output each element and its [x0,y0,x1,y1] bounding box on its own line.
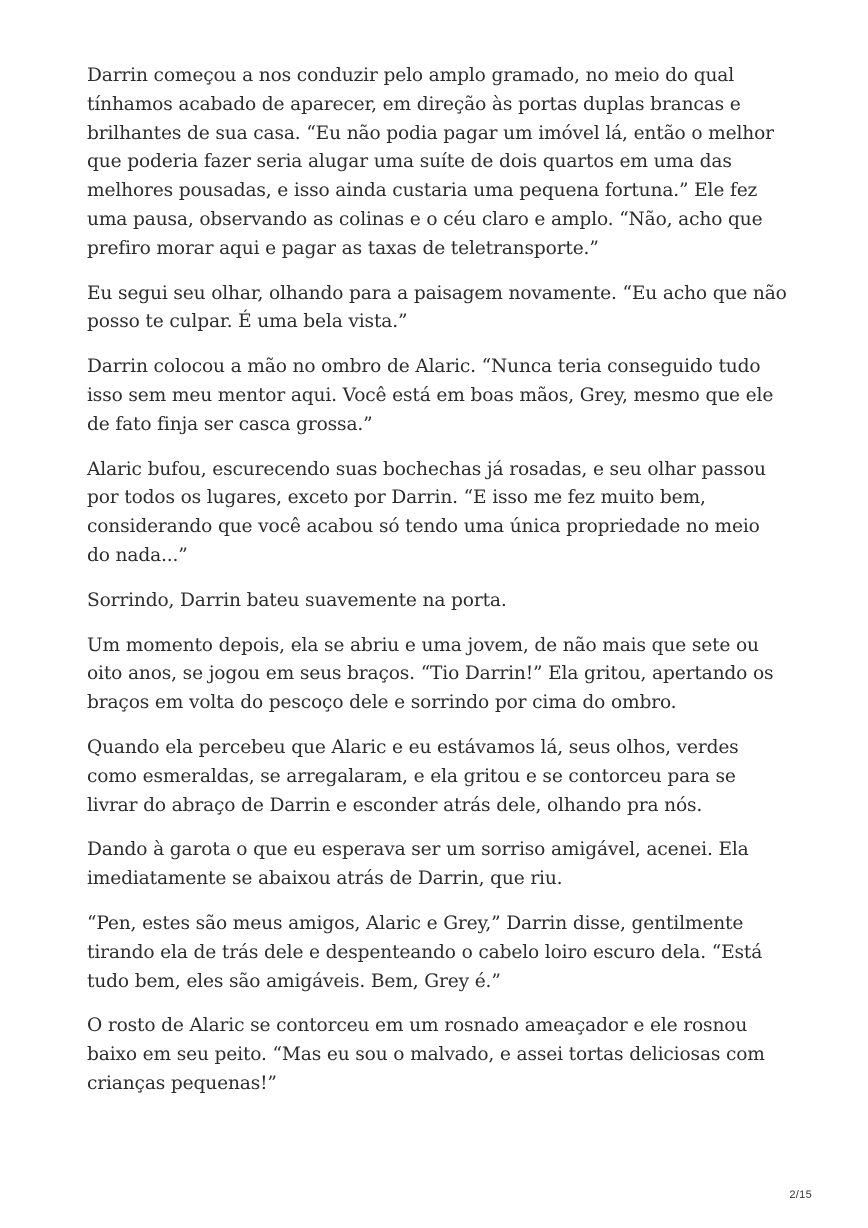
paragraph: Dando à garota o que eu esperava ser um sorriso amigável, acenei. Ela imediatamente se abaixou atrás de Darrin, que riu. [87,839,749,890]
paragraph: Eu segui seu olhar, olhando para a paisagem novamente. “Eu acho que não posso te culpar. É uma bela vista.” [87,282,787,333]
paragraph: Um momento depois, ela se abriu e uma jovem, de não mais que sete ou oito anos, se jogou em seus braços. “Tio Darrin!” Ela gritou, apertando os braços em volta do pescoço dele e sorrindo por cima do ombro. [87,634,774,714]
page-number: 2/15 [789,1189,812,1201]
paragraph: Darrin começou a nos conduzir pelo amplo gramado, no meio do qual tínhamos acabado de aparecer, em direção às portas duplas brancas e brilhantes de sua casa. “Eu não podia pagar um imóvel lá, então o melhor que poderia fazer seria alugar uma suíte de dois quartos em uma das melhores pousadas, e isso ainda custaria uma pequena fortuna.” Ele fez uma pausa, observando as colinas e o céu claro e amplo. “Não, acho que prefiro morar aqui e pagar as taxas de teletransporte.” [87,65,774,259]
document-body [87,62,787,1115]
paragraph: Quando ela percebeu que Alaric e eu estávamos lá, seus olhos, verdes como esmeraldas, se arregalaram, e ela gritou e se contorceu para se livrar do abraço de Darrin e esconder atrás dele, olhando pra nós. [87,736,739,816]
paragraph: “Pen, estes são meus amigos, Alaric e Grey,” Darrin disse, gentilmente tirando ela de trás dele e despenteando o cabelo loiro escuro dela. “Está tudo bem, eles são amigáveis. Bem, Grey é.” [87,912,763,992]
paragraph: Alaric bufou, escurecendo suas bochechas já rosadas, e seu olhar passou por todos os lugares, exceto por Darrin. “E isso me fez muito bem, considerando que você acabou só tendo uma única propriedade no meio do nada...” [87,458,766,566]
paragraph: Sorrindo, Darrin bateu suavemente na porta. [87,589,507,611]
paragraph: O rosto de Alaric se contorceu em um rosnado ameaçador e ele rosnou baixo em seu peito. “Mas eu sou o malvado, e assei tortas deliciosas com crianças pequenas!” [87,1015,765,1094]
paragraph: Darrin colocou a mão no ombro de Alaric. “Nunca teria conseguido tudo isso sem meu mentor aqui. Você está em boas mãos, Grey, mesmo que ele de fato finja ser casca grossa.” [87,356,774,435]
